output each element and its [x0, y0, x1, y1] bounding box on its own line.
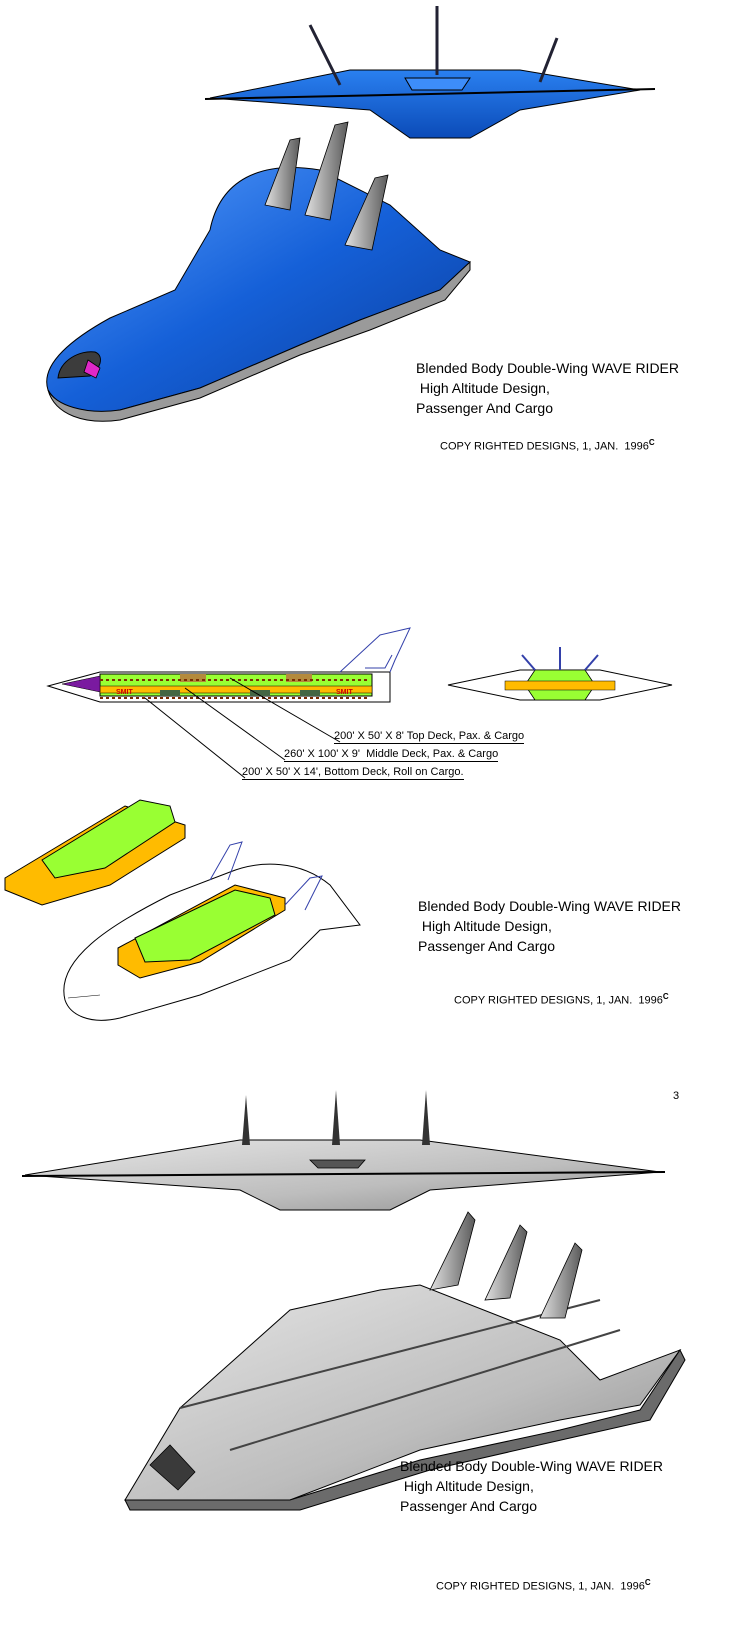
caption-line: Passenger And Cargo: [418, 938, 555, 954]
caption-line: Passenger And Cargo: [416, 400, 553, 416]
caption-line: Blended Body Double-Wing WAVE RIDER: [416, 360, 679, 376]
copyright-mark: C: [662, 992, 669, 1001]
copyright-text: COPY RIGHTED DESIGNS, 1, JAN. 1996: [440, 440, 649, 453]
copyright-text: COPY RIGHTED DESIGNS, 1, JAN. 1996: [436, 1580, 645, 1593]
caption-line: High Altitude Design,: [416, 380, 550, 396]
panel-3-copyright: [436, 1578, 651, 1593]
panel-1-copyright: [440, 438, 655, 453]
gray-front-view: [22, 1090, 665, 1210]
copyright-text: COPY RIGHTED DESIGNS, 1, JAN. 1996: [454, 994, 663, 1007]
page-number: 3: [673, 1090, 680, 1102]
copyright-mark: C: [644, 1578, 651, 1587]
deck-label-bottom: 200' X 50' X 14', Bottom Deck, Roll on Cargo.: [242, 766, 464, 778]
deck-label-top: 200' X 50' X 8' Top Deck, Pax. & Cargo: [334, 730, 525, 742]
caption-line: High Altitude Design,: [400, 1478, 534, 1494]
panel-3-caption: [400, 1456, 663, 1516]
copyright-mark: C: [648, 438, 655, 447]
caption-line: Blended Body Double-Wing WAVE RIDER: [400, 1458, 663, 1474]
panel-1-caption: [416, 358, 679, 418]
caption-line: High Altitude Design,: [418, 918, 552, 934]
caption-line: Blended Body Double-Wing WAVE RIDER: [418, 898, 681, 914]
blue-front-view: [205, 6, 655, 138]
cutaway-tag: SMIT: [336, 689, 353, 696]
cutaway-tag: SMIT: [116, 689, 133, 696]
cutaway-front-view: [448, 647, 672, 700]
cutaway-side-view: [48, 628, 410, 702]
deck-label-middle: 260' X 100' X 9' Middle Deck, Pax. & Cargo: [284, 748, 499, 760]
deck-iso-detached: [5, 800, 185, 905]
panel-2-copyright: [454, 992, 669, 1007]
caption-line: Passenger And Cargo: [400, 1498, 537, 1514]
panel-2-caption: [418, 896, 681, 956]
blue-body-iso: [47, 122, 470, 421]
